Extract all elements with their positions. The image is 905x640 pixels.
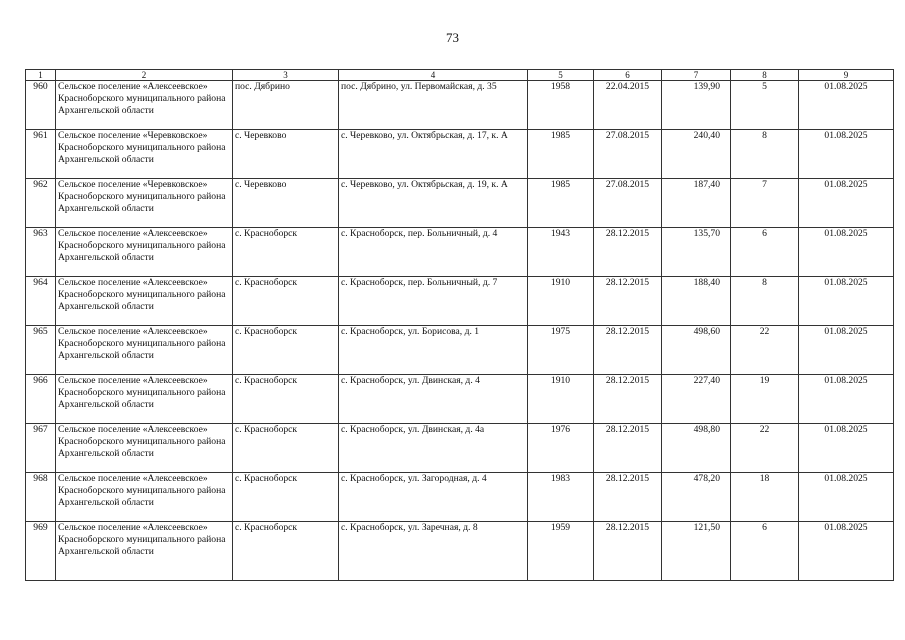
address-cell: с. Красноборск, ул. Загородная, д. 4 — [339, 473, 528, 522]
deadline-cell: 01.08.2025 — [799, 130, 894, 179]
count-cell: 18 — [731, 473, 799, 522]
area-cell: 498,60 — [662, 326, 731, 375]
row-number: 960 — [26, 81, 56, 130]
column-header: 4 — [339, 70, 528, 81]
date-cell: 27.08.2015 — [594, 179, 662, 228]
row-number: 962 — [26, 179, 56, 228]
table-row — [26, 326, 894, 375]
row-number: 961 — [26, 130, 56, 179]
table-row — [26, 179, 894, 228]
address-cell: с. Красноборск, ул. Борисова, д. 1 — [339, 326, 528, 375]
date-cell: 28.12.2015 — [594, 473, 662, 522]
year-cell: 1958 — [528, 81, 594, 130]
count-cell: 8 — [731, 277, 799, 326]
settlement-cell: с. Красноборск — [233, 424, 339, 473]
count-cell: 7 — [731, 179, 799, 228]
municipality-cell: Сельское поселение «Алексеевское» Красноборского муниципального района Архангельской области — [56, 81, 233, 130]
count-cell: 6 — [731, 522, 799, 581]
deadline-cell: 01.08.2025 — [799, 424, 894, 473]
year-cell: 1943 — [528, 228, 594, 277]
settlement-cell: пос. Дябрино — [233, 81, 339, 130]
date-cell: 28.12.2015 — [594, 277, 662, 326]
column-header: 8 — [731, 70, 799, 81]
area-cell: 498,80 — [662, 424, 731, 473]
date-cell: 28.12.2015 — [594, 424, 662, 473]
deadline-cell: 01.08.2025 — [799, 473, 894, 522]
area-cell: 135,70 — [662, 228, 731, 277]
address-cell: пос. Дябрино, ул. Первомайская, д. 35 — [339, 81, 528, 130]
date-cell: 28.12.2015 — [594, 375, 662, 424]
count-cell: 22 — [731, 326, 799, 375]
date-cell: 22.04.2015 — [594, 81, 662, 130]
municipality-cell: Сельское поселение «Алексеевское» Красноборского муниципального района Архангельской области — [56, 522, 233, 581]
address-cell: с. Черевково, ул. Октябрьская, д. 17, к. А — [339, 130, 528, 179]
column-header: 3 — [233, 70, 339, 81]
municipality-cell: Сельское поселение «Алексеевское» Красноборского муниципального района Архангельской области — [56, 326, 233, 375]
area-cell: 478,20 — [662, 473, 731, 522]
deadline-cell: 01.08.2025 — [799, 228, 894, 277]
year-cell: 1985 — [528, 130, 594, 179]
municipality-cell: Сельское поселение «Алексеевское» Красноборского муниципального района Архангельской области — [56, 228, 233, 277]
deadline-cell: 01.08.2025 — [799, 179, 894, 228]
area-cell: 240,40 — [662, 130, 731, 179]
municipality-cell: Сельское поселение «Алексеевское» Красноборского муниципального района Архангельской области — [56, 424, 233, 473]
address-cell: с. Красноборск, ул. Двинская, д. 4 — [339, 375, 528, 424]
row-number: 967 — [26, 424, 56, 473]
area-cell: 187,40 — [662, 179, 731, 228]
area-cell: 121,50 — [662, 522, 731, 581]
deadline-cell: 01.08.2025 — [799, 277, 894, 326]
settlement-cell: с. Красноборск — [233, 522, 339, 581]
year-cell: 1910 — [528, 375, 594, 424]
area-cell: 227,40 — [662, 375, 731, 424]
settlement-cell: с. Красноборск — [233, 228, 339, 277]
row-number: 966 — [26, 375, 56, 424]
table-row — [26, 81, 894, 130]
settlement-cell: с. Черевково — [233, 179, 339, 228]
registry-table — [25, 69, 894, 581]
year-cell: 1976 — [528, 424, 594, 473]
year-cell: 1975 — [528, 326, 594, 375]
settlement-cell: с. Красноборск — [233, 375, 339, 424]
table-row — [26, 228, 894, 277]
column-header: 5 — [528, 70, 594, 81]
deadline-cell: 01.08.2025 — [799, 375, 894, 424]
column-header: 6 — [594, 70, 662, 81]
count-cell: 19 — [731, 375, 799, 424]
table-row — [26, 424, 894, 473]
column-header: 7 — [662, 70, 731, 81]
settlement-cell: с. Черевково — [233, 130, 339, 179]
column-header: 2 — [56, 70, 233, 81]
count-cell: 8 — [731, 130, 799, 179]
date-cell: 28.12.2015 — [594, 326, 662, 375]
date-cell: 28.12.2015 — [594, 522, 662, 581]
count-cell: 5 — [731, 81, 799, 130]
table-row — [26, 375, 894, 424]
address-cell: с. Красноборск, ул. Двинская, д. 4а — [339, 424, 528, 473]
settlement-cell: с. Красноборск — [233, 277, 339, 326]
deadline-cell: 01.08.2025 — [799, 326, 894, 375]
date-cell: 28.12.2015 — [594, 228, 662, 277]
address-cell: с. Черевково, ул. Октябрьская, д. 19, к. А — [339, 179, 528, 228]
municipality-cell: Сельское поселение «Алексеевское» Красноборского муниципального района Архангельской области — [56, 277, 233, 326]
header-row — [26, 70, 894, 81]
row-number: 968 — [26, 473, 56, 522]
settlement-cell: с. Красноборск — [233, 473, 339, 522]
row-number: 965 — [26, 326, 56, 375]
settlement-cell: с. Красноборск — [233, 326, 339, 375]
table-row — [26, 522, 894, 581]
year-cell: 1959 — [528, 522, 594, 581]
address-cell: с. Красноборск, пер. Больничный, д. 4 — [339, 228, 528, 277]
area-cell: 188,40 — [662, 277, 731, 326]
table-row — [26, 277, 894, 326]
address-cell: с. Красноборск, пер. Больничный, д. 7 — [339, 277, 528, 326]
table-row — [26, 473, 894, 522]
area-cell: 139,90 — [662, 81, 731, 130]
year-cell: 1985 — [528, 179, 594, 228]
page-number: 73 — [446, 30, 459, 45]
count-cell: 6 — [731, 228, 799, 277]
column-header: 9 — [799, 70, 894, 81]
column-header: 1 — [26, 70, 56, 81]
count-cell: 22 — [731, 424, 799, 473]
row-number: 963 — [26, 228, 56, 277]
table-row — [26, 130, 894, 179]
year-cell: 1983 — [528, 473, 594, 522]
date-cell: 27.08.2015 — [594, 130, 662, 179]
row-number: 969 — [26, 522, 56, 581]
row-number: 964 — [26, 277, 56, 326]
municipality-cell: Сельское поселение «Алексеевское» Красноборского муниципального района Архангельской области — [56, 375, 233, 424]
municipality-cell: Сельское поселение «Алексеевское» Красноборского муниципального района Архангельской области — [56, 473, 233, 522]
year-cell: 1910 — [528, 277, 594, 326]
deadline-cell: 01.08.2025 — [799, 81, 894, 130]
municipality-cell: Сельское поселение «Черевковское» Красноборского муниципального района Архангельской области — [56, 179, 233, 228]
deadline-cell: 01.08.2025 — [799, 522, 894, 581]
municipality-cell: Сельское поселение «Черевковское» Красноборского муниципального района Архангельской области — [56, 130, 233, 179]
address-cell: с. Красноборск, ул. Заречная, д. 8 — [339, 522, 528, 581]
